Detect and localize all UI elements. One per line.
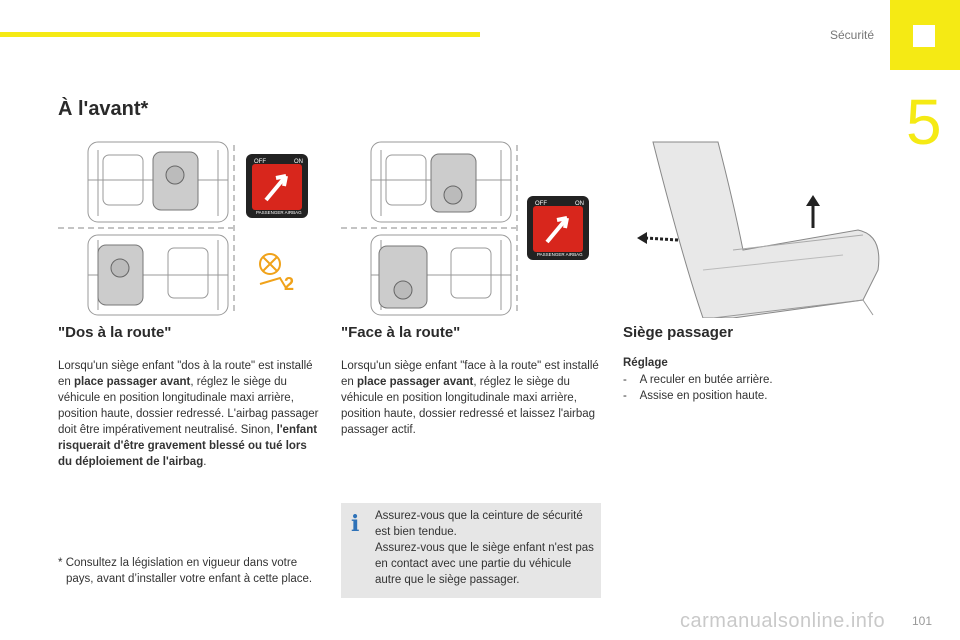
- svg-text:2: 2: [284, 274, 295, 294]
- info-box: [341, 503, 601, 598]
- chapter-tab: [890, 0, 960, 70]
- rear-facing-illustration: [58, 140, 318, 318]
- reglage-subtitle: Réglage: [623, 357, 668, 369]
- forward-facing-title: "Face à la route": [341, 324, 461, 341]
- rear-facing-text: Lorsqu'un siège enfant "dos à la route" est installé en place passager avant, réglez le siège du véhicule en position longitudinale maxi arrière, position haute, dossier redressé. L'airbag passager doit être impérativement neutralisé. Sinon, l'enfant risquerait d'être gravement blessé ou tué lors du déploiement de l'airbag.: [58, 360, 319, 468]
- forward-facing-illustration: [341, 140, 601, 318]
- airbag-off-label: OFF: [535, 201, 547, 207]
- footnote: * Consultez la législation en vigueur dans votre pays, avant d’installer votre enfant à cette place.: [58, 557, 313, 585]
- passenger-seat-illustration: [623, 140, 883, 318]
- forward-facing-text: Lorsqu'un siège enfant "face à la route" est installé en place passager avant, réglez le siège du véhicule en position longitudinale maxi arrière, position haute, dossier redressé et laissez l'airbag passager actif.: [341, 360, 599, 436]
- airbag-passenger-label: PASSENGER AIRBAG: [256, 210, 302, 215]
- airbag-off-label: OFF: [254, 159, 266, 165]
- header-rule: [0, 32, 480, 37]
- airbag-on-label: ON: [294, 159, 303, 165]
- list-item: - A reculer en butée arrière.: [623, 374, 773, 386]
- rear-facing-title: "Dos à la route": [58, 324, 172, 341]
- no-airbag-warning-icon: [260, 254, 294, 294]
- page-number: 101: [912, 614, 933, 628]
- section-label: Sécurité: [830, 28, 875, 42]
- chapter-number: 5: [906, 86, 942, 158]
- list-item: - Assise en position haute.: [623, 390, 768, 402]
- info-icon: i: [351, 511, 360, 537]
- passenger-seat-title: Siège passager: [623, 324, 734, 341]
- airbag-on-label: ON: [575, 201, 584, 207]
- airbag-passenger-label: PASSENGER AIRBAG: [537, 252, 583, 257]
- page-title: À l'avant*: [58, 98, 149, 120]
- watermark: carmanualsonline.info: [680, 610, 886, 632]
- info-text: Assurez-vous que la ceinture de sécurité est bien tendue. Assurez-vous que le siège enfant n'est pas en contact avec une partie du véhicule autre que le siège passager.: [375, 510, 594, 586]
